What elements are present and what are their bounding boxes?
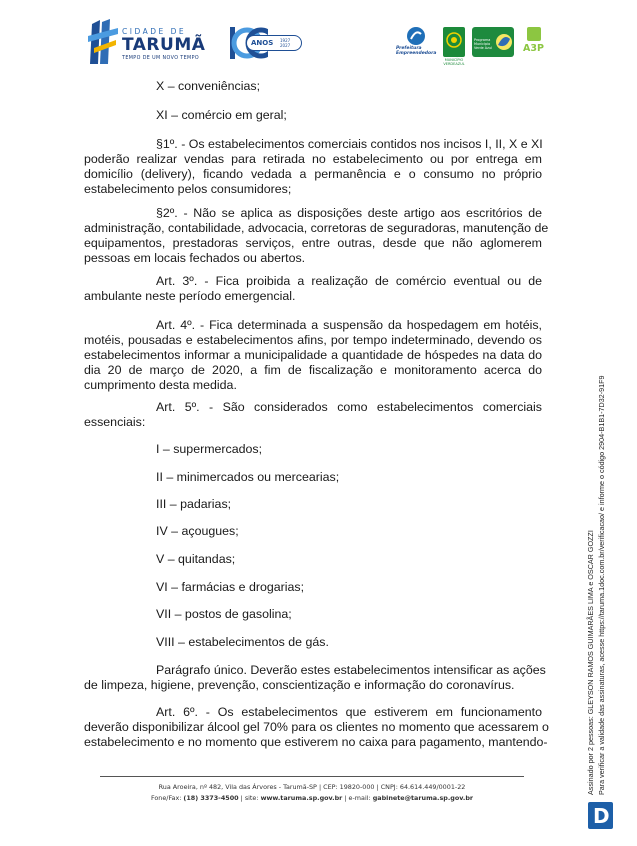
verde-azul-program-logo [472, 27, 514, 57]
signature-signers: Assinado por 2 pessoas: GLEYSON RAMOS GUIMARÃES LIMA e OSCAR GOZZI [586, 530, 595, 795]
paragraph-1 [84, 137, 542, 197]
text-line: pessoas em locais fechados ou abertos. [84, 251, 306, 265]
text-line: poderão realizar vendas para retirada no estabelecimento ou por entrega em [84, 152, 542, 166]
text-line: equipamentos, prestadoras serviços, entre outras, desde que não aglomerem [84, 236, 542, 250]
text-line: dia 20 de março de 2020, a fim de fiscalização e monitoramento acerca do [84, 363, 542, 377]
anos-badge [246, 35, 302, 51]
empreendedor-label: Prefeitura Empreendedora [396, 46, 437, 56]
article-3 [84, 274, 542, 304]
city-logo [86, 16, 221, 68]
paragraph-2 [84, 206, 549, 266]
city-emblem-icon [86, 18, 120, 66]
text-line: Art. 5º. - São considerados como estabelecimentos comerciais [156, 400, 542, 414]
footer-divider [100, 776, 524, 777]
a3p-icon [527, 27, 541, 41]
text-line: Art. 3º. - Fica proibida a realização de comércio eventual ou de [156, 274, 542, 288]
city-tagline: TEMPO DE UM NOVO TEMPO [122, 56, 200, 61]
email-link[interactable]: gabinete@taruma.sp.gov.br [372, 794, 474, 802]
list-item: VI – farmácias e drogarias; [156, 580, 305, 594]
empreendedor-icon [406, 26, 426, 46]
list-item: VII – postos de gasolina; [156, 607, 292, 621]
article-4 [84, 318, 542, 393]
list-item: V – quitandas; [156, 552, 236, 566]
text-line: estabelecimento pelos consumidores; [84, 182, 292, 196]
footer-contact [100, 794, 524, 802]
anos-label: ANOS [251, 39, 274, 47]
paragrafo-unico [84, 663, 546, 693]
list-item: II – minimercados ou mercearias; [156, 470, 340, 484]
text-line: motéis, pousadas e estabelecimentos afins, por tempo indeterminado, devendo os [84, 333, 542, 347]
text-line: deverão disponibilizar álcool gel 70% para os clientes no momento que acessarem o [84, 720, 549, 734]
text-line: Parágrafo único. Deverão estes estabelecimentos intensificar as ações [156, 663, 546, 677]
list-item: XI – comércio em geral; [156, 108, 287, 122]
contact-prefix: Fone/Fax: [150, 794, 184, 802]
text-line: Art. 4º. - Fica determinada a suspensão da hospedagem em hotéis, [156, 318, 542, 332]
article-5 [84, 400, 542, 430]
empreendedor-logo [396, 26, 438, 58]
site-link[interactable]: www.taruma.sp.gov.br [260, 794, 343, 802]
a3p-label: A3P [523, 43, 544, 54]
text-line: essenciais: [84, 415, 146, 429]
anniversary-logo [228, 21, 304, 65]
text-line: cumprimento desta medida. [84, 378, 237, 392]
year-end: 2027 [280, 43, 291, 48]
email-prefix: | e-mail: [342, 794, 373, 802]
text-line: estabelecimentos informar a municipalidade a quantidade de hóspedes na data do [84, 348, 542, 362]
city-prefix: CIDADE DE [122, 27, 187, 36]
anos-years [280, 38, 290, 48]
seal-icon [443, 27, 465, 57]
phone-number: (18) 3373-4500 [183, 794, 239, 802]
verde-azul-label: Programa Município Verde Azul [474, 38, 492, 50]
year-start: 1927 [280, 38, 291, 43]
text-line: ambulante neste período emergencial. [84, 289, 296, 303]
letterhead [0, 0, 637, 80]
list-item: III – padarias; [156, 497, 232, 511]
article-6 [84, 705, 549, 750]
badge-letter: D [593, 804, 610, 828]
a3p-logo [520, 25, 548, 59]
site-prefix: | site: [238, 794, 261, 802]
document-badge-icon [588, 802, 613, 829]
text-line: §2º. - Não se aplica as disposições deste artigo aos escritórios de [156, 206, 542, 220]
text-line: domicílio (delivery), ficando vedada a permanência e o consumo no próprio [84, 167, 542, 181]
text-line: §1º. - Os estabelecimentos comerciais contidos nos incisos I, II, X e XI [156, 137, 543, 151]
footer-address: Rua Aroeira, nº 482, Vila das Árvores - Tarumã-SP | CEP: 19820-000 | CNPJ: 64.614.449/0001-22 [158, 783, 466, 791]
text-line: estabelecimento e no momento que estiverem no caixa para pagamento, mantendo- [84, 735, 548, 749]
text-line: de limpeza, higiene, prevenção, conscientização e informação do coronavírus. [84, 678, 515, 692]
list-item: I – supermercados; [156, 442, 263, 456]
city-name: TARUMÃ [122, 35, 206, 55]
list-item: X – conveniências; [156, 79, 261, 93]
municipio-label: MUNICÍPIO VERDEAZUL [443, 58, 465, 66]
list-item: IV – açougues; [156, 524, 239, 538]
text-line: administração, contabilidade, advocacia, corretoras de seguradoras, manutenção de [84, 221, 549, 235]
text-line: Art. 6º. - Os estabelecimentos que estiverem em funcionamento [156, 705, 542, 719]
signature-verification: Para verificar a validade das assinaturas, acesse https://taruma.1doc.com.br/verificacao/ e informe o código 2904-B1B1-7D32-91F9 [597, 375, 606, 795]
municipio-verdeazul-logo [443, 27, 465, 66]
list-item: VIII – estabelecimentos de gás. [156, 635, 329, 649]
